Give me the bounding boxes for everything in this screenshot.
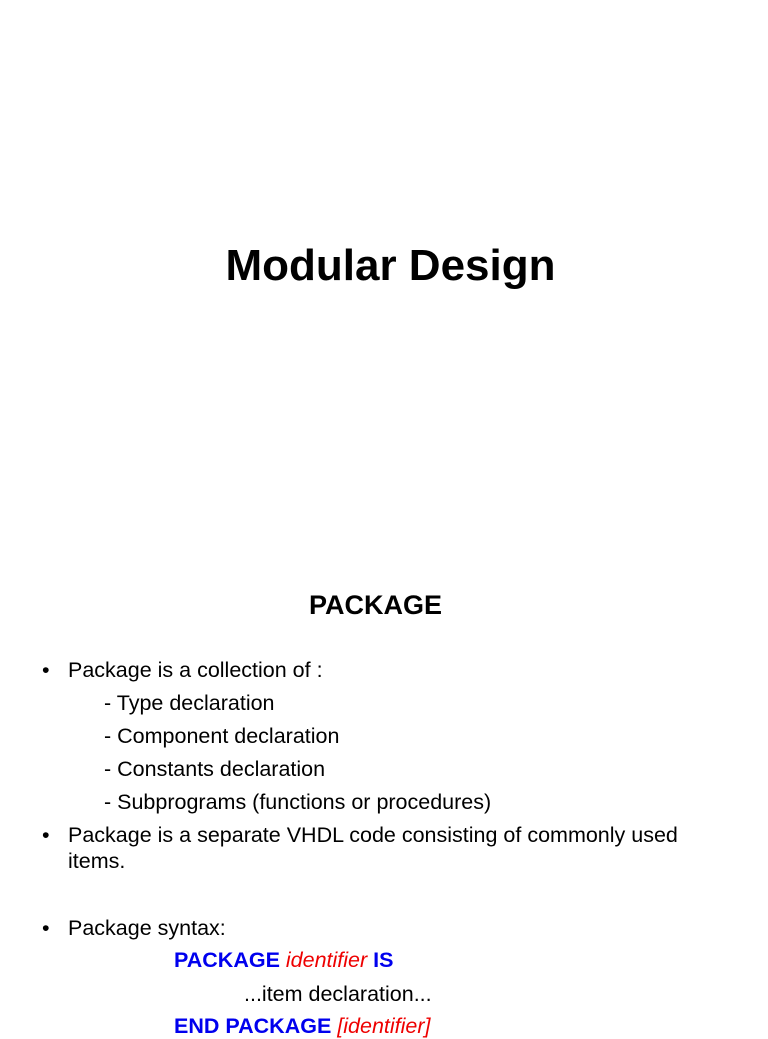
bullet-text-continuation: items. (68, 849, 126, 873)
bullet-text: Package is a collection of : (68, 658, 323, 682)
sub-item: - Constants declaration (104, 757, 326, 781)
syntax-keyword: END PACKAGE (174, 1014, 332, 1038)
slide-title: Modular Design (225, 241, 556, 290)
sub-item: - Component declaration (104, 724, 340, 748)
bullet-text: Package is a separate VHDL code consisting of commonly used (68, 823, 678, 847)
syntax-line-2: ...item declaration... (244, 982, 432, 1006)
syntax-keyword: IS (373, 948, 394, 972)
syntax-keyword: PACKAGE (174, 948, 280, 972)
syntax-line-1 (174, 947, 393, 973)
section-heading: PACKAGE (308, 590, 442, 620)
bullet-text: Package syntax: (68, 916, 226, 940)
bullet-marker: • (42, 916, 50, 940)
sub-item: - Type declaration (104, 691, 275, 715)
bullet-marker: • (42, 823, 50, 847)
bullet-marker: • (42, 658, 50, 682)
syntax-line-3 (174, 1013, 431, 1039)
syntax-identifier: identifier (285, 948, 368, 972)
syntax-identifier: [identifier] (337, 1014, 431, 1038)
sub-item: - Subprograms (functions or procedures) (104, 790, 492, 814)
